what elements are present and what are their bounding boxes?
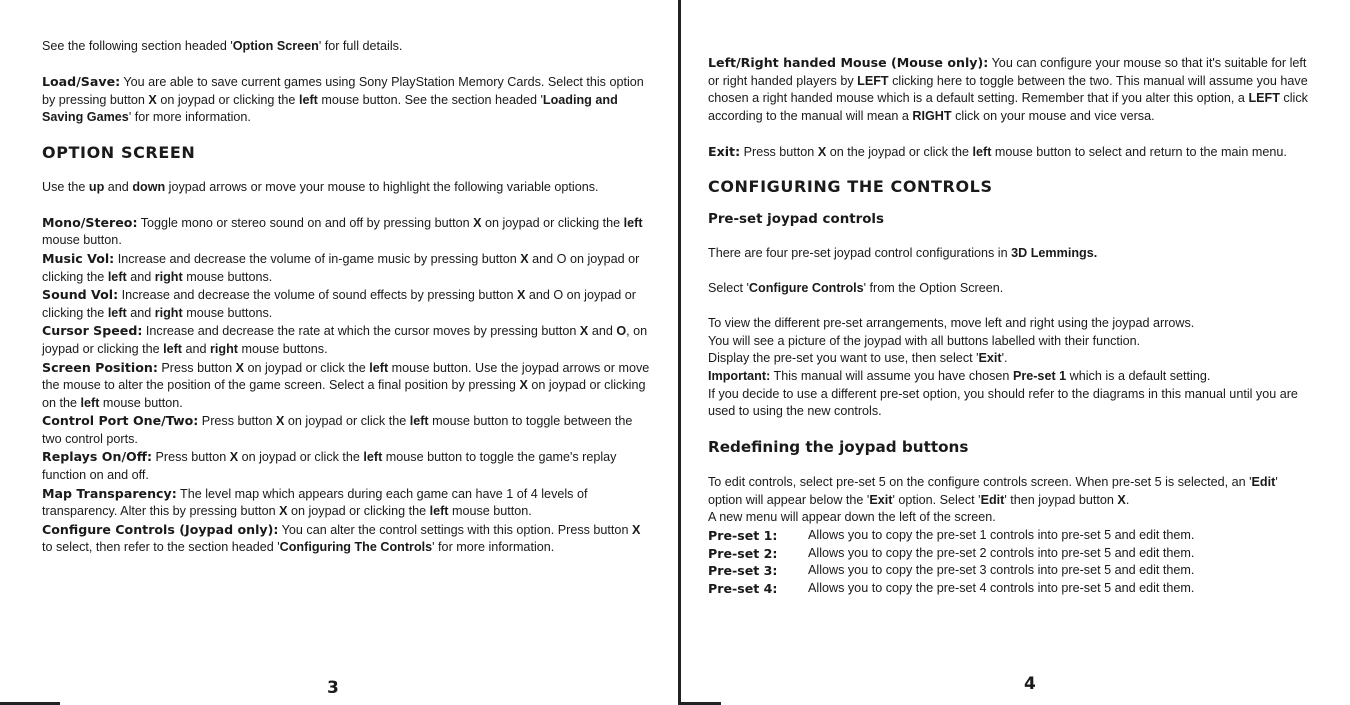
option-map-transparency: Map Transparency: The level map which appears during each game can have 1 of 4 levels of transparency. Alter this by pressing button X on joypad or clicking the left mouse button.	[42, 485, 588, 519]
option-configure-controls: Configure Controls (Joypad only): You can alter the control settings with this option. Press button X to select, then refer to the section headed 'Configuring The Controls' for more information.	[42, 521, 641, 555]
load-save-term: Load/Save:	[42, 74, 121, 90]
redefine-paragraph: To edit controls, select pre-set 5 on the configure controls screen. When pre-set 5 is selected, an 'Edit' option will appear below the 'Exit' option. Select 'Edit' then joypad button X. A new menu will appear down the left of the screen.	[708, 475, 1278, 525]
configuring-controls-heading: CONFIGURING THE CONTROLS	[708, 176, 993, 196]
option-control-port: Control Port One/Two: Press button X on joypad or click the left mouse button to toggle between the two control ports.	[42, 413, 633, 446]
right-page	[681, 0, 1350, 705]
select-configure-paragraph: Select 'Configure Controls' from the Option Screen.	[708, 280, 1004, 295]
view-presets-paragraph: To view the different pre-set arrangements, move left and right using the joypad arrows. You will see a picture of the joypad with all buttons labelled with their function. Display the pre-set you want to use, then select 'Exit'. Important: This manual will assume you have chosen Pre-set 1 which is a default setting. If you decide to use a different pre-set option, you should refer to the diagrams in this manual until you are used to using the new controls.	[708, 316, 1298, 419]
option-screen-heading: OPTION SCREEN	[42, 142, 196, 162]
option-sound-vol: Sound Vol: Increase and decrease the volume of sound effects by pressing button X and O on joypad or clicking the left and right mouse buttons.	[42, 287, 636, 320]
exit-option-paragraph: Exit: Press button X on the joypad or click the left mouse button to select and return to the main menu.	[708, 143, 1287, 159]
intro-paragraph: See the following section headed 'Option Screen' for full details.	[42, 39, 403, 53]
redefining-buttons-heading: Redefining the joypad buttons	[708, 437, 969, 456]
page-number-left: 3	[327, 678, 339, 698]
option-screen-position: Screen Position: Press button X on joypad or click the left mouse button. Use the joypad arrows or move the mouse to alter the position of the game screen. Select a final position by pressing X on joypad or clicking on the left mouse button.	[42, 359, 650, 410]
preset-intro-paragraph: There are four pre-set joypad control configurations in 3D Lemmings.	[708, 245, 1098, 260]
page-number-right: 4	[1024, 674, 1036, 694]
mouse-option-paragraph: Left/Right handed Mouse (Mouse only): You can configure your mouse so that it's suitable for left or right handed players by LEFT clicking here to toggle between the two. This manual will assume you have chosen a right handed mouse which is a default setting. Remember that if you alter this option, a LEFT click according to the manual will mean a RIGHT click on your mouse and vice versa.	[708, 55, 1308, 123]
preset-row: Pre-set 1: Allows you to copy the pre-set 1 controls into pre-set 5 and edit them.	[708, 528, 1195, 544]
option-mono-stereo: Mono/Stereo: Toggle mono or stereo sound on and off by pressing button X on joypad or clicking the left mouse button.	[42, 214, 643, 248]
right-page-text	[708, 54, 1314, 597]
preset-row: Pre-set 3: Allows you to copy the pre-set 3 controls into pre-set 5 and edit them.	[708, 563, 1195, 579]
option-music-vol: Music Vol: Increase and decrease the volume of in-game music by pressing button X and O on joypad or clicking the left and right mouse buttons.	[42, 250, 640, 284]
left-page-text	[42, 38, 652, 557]
preset-row: Pre-set 4: Allows you to copy the pre-set 4 controls into pre-set 5 and edit them.	[708, 580, 1195, 596]
load-save-paragraph: Load/Save: You are able to save current games using Sony PlayStation Memory Cards. Select this option by pressing button X on joypad or clicking the left mouse button. See the section headed 'Loading and Saving Games' for more information.	[42, 74, 644, 125]
option-intro-paragraph: Use the up and down joypad arrows or move your mouse to highlight the following variable options.	[42, 179, 599, 194]
option-cursor-speed: Cursor Speed: Increase and decrease the rate at which the cursor moves by pressing button X and O, on joypad or clicking the left and right mouse buttons.	[42, 323, 648, 356]
option-replays: Replays On/Off: Press button X on joypad or click the left mouse button to toggle the game's replay function on and off.	[42, 449, 617, 483]
preset-controls-heading: Pre-set joypad controls	[708, 212, 884, 228]
preset-row: Pre-set 2: Allows you to copy the pre-set 2 controls into pre-set 5 and edit them.	[708, 545, 1195, 561]
